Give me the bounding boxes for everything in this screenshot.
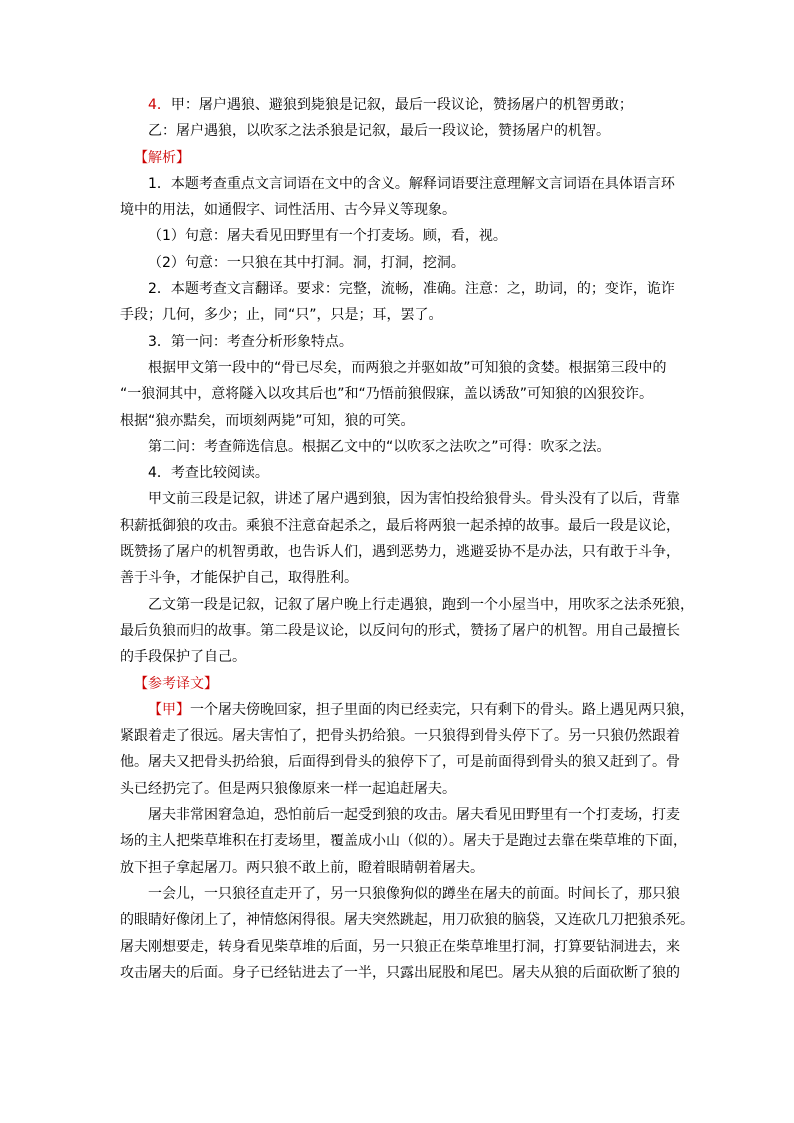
text-line [120, 749, 680, 775]
line-text: 根据甲文第一段中的“骨已尽矣，而两狼之并驱如故”可知狼的贪婪。根据第三段中的 [148, 359, 667, 376]
translation-jia-line [120, 697, 694, 723]
text-line [120, 723, 680, 749]
line-text: 乙文第一段是记叙，记叙了屠户晚上行走遇狼，跑到一个小屋当中，用吹豕之法杀死狼， [148, 596, 694, 613]
line-text: 屠夫刚想要走，转身看见柴草堆的后面，另一只狼正在柴草堆里打洞，打算要钻洞进去，来 [120, 938, 680, 955]
analysis-2-line [120, 276, 680, 302]
line-text: 场的主人把柴草堆积在打麦场里，覆盖成小山（似的）。屠夫于是跑过去靠在柴草堆的下面， [120, 833, 687, 850]
line-text: 甲文前三段是记叙，讲述了屠户遇到狼，因为害怕投给狼骨头。骨头没有了以后，背靠 [148, 491, 680, 508]
line-text: 他。屠夫又把骨头扔给狼，后面得到骨头的狼停下了，可是前面得到骨头的狼又赶到了。骨 [120, 754, 680, 771]
line-text: 攻击屠夫的后面。身子已经钻进去了一半，只露出屁股和尾巴。屠夫从狼的后面砍断了狼的 [120, 964, 680, 981]
line-text: “一狼洞其中，意将隧入以攻其后也”和“乃悟前狼假寐，盖以诱敌”可知狼的凶狠狡诈。 [120, 386, 654, 403]
answer-4-yi-line [120, 118, 680, 144]
line-text: 积薪抵御狼的攻击。乘狼不注意奋起杀之，最后将两狼一起杀掉的故事。最后一段是议论， [120, 517, 680, 534]
line-text: 既赞扬了屠户的机智勇敢，也告诉人们，遇到恶势力，逃避妥协不是办法，只有敢于斗争， [120, 544, 680, 561]
text-line [120, 802, 680, 828]
line-text: 第二问：考查筛选信息。根据乙文中的“以吹豕之法吹之”可得：吹豕之法。 [148, 438, 611, 455]
text-label: 【甲】 [148, 701, 190, 718]
line-text: 本题考查重点文言词语在文中的含义。解释词语要注意理解文言词语在具体语言环 [170, 175, 675, 192]
text-line [120, 960, 680, 986]
line-text: 甲：屠户遇狼、避狼到毙狼是记叙，最后一段议论，赞扬屠户的机智勇敢； [170, 97, 633, 113]
text-line [120, 934, 680, 960]
line-text: 本题考查文言翻译。要求：完整，流畅，准确。注意：之，助词，的；变诈，诡诈 [170, 281, 675, 298]
document-page [120, 92, 694, 986]
line-text: 的手段保护了自己。 [120, 649, 246, 666]
item-number: 3． [148, 333, 171, 350]
analysis-heading [120, 145, 680, 171]
line-text: 乙：屠户遇狼，以吹豕之法杀狼是记叙，最后一段议论，赞扬屠户的机智。 [148, 123, 610, 140]
section-heading: 【解析】 [134, 149, 190, 166]
text-line [120, 408, 680, 434]
line-text: 第一问：考查分析形象特点。 [170, 333, 353, 350]
text-line [120, 907, 694, 933]
section-heading: 【参考译文】 [134, 675, 218, 692]
line-text: 手段；几何，多少；止，同“只”，只是；耳，罢了。 [120, 307, 443, 324]
item-number: 2． [148, 281, 171, 298]
text-line [120, 828, 687, 854]
item-number: （1） [148, 228, 185, 245]
analysis-1-2-line [120, 250, 680, 276]
item-number: 4． [148, 97, 171, 113]
text-line [120, 592, 694, 618]
line-text: 善于斗争，才能保护自己，取得胜利。 [120, 570, 358, 587]
item-number: 4． [148, 465, 171, 482]
text-line [120, 565, 680, 591]
answer-4-jia-line [120, 92, 680, 118]
line-text: 一个屠夫傍晚回家，担子里面的肉已经卖完，只有剩下的骨头。路上遇见两只狼， [190, 701, 694, 718]
analysis-1-line [120, 171, 680, 197]
text-line [120, 434, 680, 460]
translation-heading [120, 671, 680, 697]
text-line [120, 644, 680, 670]
item-number: 1． [148, 175, 171, 192]
line-text: 头已经扔完了。但是两只狼像原来一样一起追赶屠夫。 [120, 780, 456, 797]
line-text: 句意：一只狼在其中打洞。洞，打洞，挖洞。 [184, 254, 465, 271]
text-line [120, 302, 680, 328]
text-line [120, 381, 680, 407]
line-text: 的眼睛好像闭上了，神情悠闲得很。屠夫突然跳起，用刀砍狼的脑袋，又连砍几刀把狼杀死。 [120, 912, 694, 929]
analysis-3-line [120, 329, 680, 355]
line-text: 紧跟着走了很远。屠夫害怕了，把骨头扔给狼。一只狼得到骨头停下了。另一只狼仍然跟着 [120, 728, 680, 745]
text-line [120, 881, 680, 907]
text-line [120, 486, 680, 512]
line-text: 句意：屠夫看见田野里有一个打麦场。顾，看，视。 [184, 228, 507, 245]
text-line [120, 197, 680, 223]
line-text: 根据“狼亦黠矣，而顷刻两毙”可知，狼的可笑。 [120, 412, 415, 429]
text-line [120, 355, 680, 381]
line-text: 境中的用法，如通假字、词性活用、古今异义等现象。 [120, 202, 456, 219]
analysis-1-1-line [120, 223, 680, 249]
line-text: 放下担子拿起屠刀。两只狼不敢上前，瞪着眼睛朝着屠夫。 [120, 859, 484, 876]
text-line [120, 513, 680, 539]
text-line [120, 776, 680, 802]
line-text: 最后负狼而归的故事。第二段是议论，以反问句的形式，赞扬了屠户的机智。用自己最擅长 [120, 622, 680, 639]
analysis-4-line [120, 460, 680, 486]
text-line [120, 618, 680, 644]
line-text: 一会儿，一只狼径直走开了，另一只狼像狗似的蹲坐在屠夫的前面。时间长了，那只狼 [148, 885, 680, 902]
item-number: （2） [148, 254, 185, 271]
text-line [120, 855, 680, 881]
line-text: 屠夫非常困窘急迫，恐怕前后一起受到狼的攻击。屠夫看见田野里有一个打麦场，打麦 [148, 807, 680, 824]
line-text: 考查比较阅读。 [170, 465, 269, 482]
text-line [120, 539, 680, 565]
